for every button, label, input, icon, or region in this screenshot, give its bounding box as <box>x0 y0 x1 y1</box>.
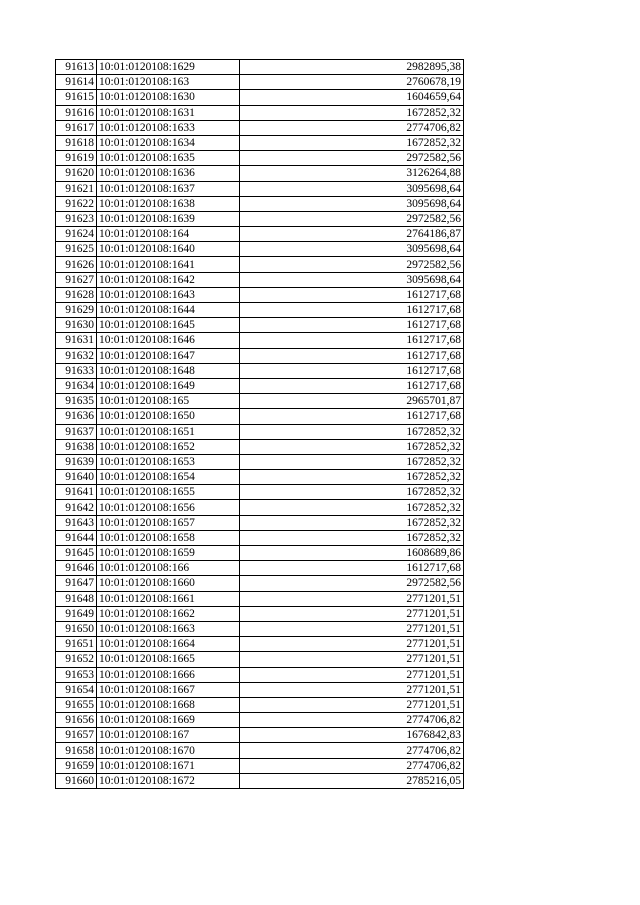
cadastral-number-cell: 10:01:0120108:164 <box>97 227 240 242</box>
row-id-cell: 91625 <box>56 242 97 257</box>
row-id-cell: 91622 <box>56 196 97 211</box>
table-row <box>56 333 464 348</box>
amount-cell: 1672852,32 <box>240 530 464 545</box>
amount-cell: 3095698,64 <box>240 181 464 196</box>
amount-cell: 1612717,68 <box>240 333 464 348</box>
cadastral-number-cell: 10:01:0120108:1664 <box>97 637 240 652</box>
table-row <box>56 576 464 591</box>
cadastral-number-cell: 10:01:0120108:165 <box>97 394 240 409</box>
table-row <box>56 591 464 606</box>
row-id-cell: 91640 <box>56 470 97 485</box>
cadastral-number-cell: 10:01:0120108:1631 <box>97 105 240 120</box>
amount-cell: 2764186,87 <box>240 227 464 242</box>
amount-cell: 1672852,32 <box>240 515 464 530</box>
table-row <box>56 530 464 545</box>
row-id-cell: 91623 <box>56 211 97 226</box>
table-row <box>56 135 464 150</box>
table-row <box>56 470 464 485</box>
amount-cell: 1608689,86 <box>240 546 464 561</box>
table-row <box>56 637 464 652</box>
row-id-cell: 91649 <box>56 606 97 621</box>
amount-cell: 1672852,32 <box>240 135 464 150</box>
row-id-cell: 91653 <box>56 667 97 682</box>
table-row <box>56 424 464 439</box>
row-id-cell: 91633 <box>56 363 97 378</box>
cadastral-number-cell: 10:01:0120108:1667 <box>97 682 240 697</box>
row-id-cell: 91658 <box>56 743 97 758</box>
cadastral-number-cell: 10:01:0120108:1656 <box>97 500 240 515</box>
amount-cell: 3095698,64 <box>240 242 464 257</box>
cadastral-number-cell: 10:01:0120108:1637 <box>97 181 240 196</box>
table-row <box>56 242 464 257</box>
amount-cell: 1672852,32 <box>240 500 464 515</box>
amount-cell: 2774706,82 <box>240 743 464 758</box>
cadastral-number-cell: 10:01:0120108:1668 <box>97 697 240 712</box>
amount-cell: 2771201,51 <box>240 591 464 606</box>
table-row <box>56 454 464 469</box>
table-row <box>56 227 464 242</box>
cadastral-number-cell: 10:01:0120108:1660 <box>97 576 240 591</box>
amount-cell: 1672852,32 <box>240 424 464 439</box>
amount-cell: 1604659,64 <box>240 90 464 105</box>
amount-cell: 2972582,56 <box>240 151 464 166</box>
row-id-cell: 91657 <box>56 728 97 743</box>
row-id-cell: 91660 <box>56 773 97 788</box>
amount-cell: 1672852,32 <box>240 470 464 485</box>
amount-cell: 1612717,68 <box>240 303 464 318</box>
row-id-cell: 91635 <box>56 394 97 409</box>
table-row <box>56 211 464 226</box>
row-id-cell: 91634 <box>56 378 97 393</box>
row-id-cell: 91619 <box>56 151 97 166</box>
cadastral-number-cell: 10:01:0120108:1643 <box>97 287 240 302</box>
table-body <box>56 60 464 789</box>
cadastral-number-cell: 10:01:0120108:1666 <box>97 667 240 682</box>
table-row <box>56 500 464 515</box>
table-row <box>56 394 464 409</box>
table-row <box>56 713 464 728</box>
table-row <box>56 561 464 576</box>
row-id-cell: 91639 <box>56 454 97 469</box>
cadastral-number-cell: 10:01:0120108:1647 <box>97 348 240 363</box>
cadastral-number-cell: 10:01:0120108:1657 <box>97 515 240 530</box>
amount-cell: 2771201,51 <box>240 606 464 621</box>
amount-cell: 1672852,32 <box>240 439 464 454</box>
table-row <box>56 272 464 287</box>
table-row <box>56 166 464 181</box>
cadastral-number-cell: 10:01:0120108:1649 <box>97 378 240 393</box>
table-row <box>56 303 464 318</box>
amount-cell: 3095698,64 <box>240 196 464 211</box>
cadastral-number-cell: 10:01:0120108:1633 <box>97 120 240 135</box>
row-id-cell: 91651 <box>56 637 97 652</box>
cadastral-number-cell: 10:01:0120108:1653 <box>97 454 240 469</box>
row-id-cell: 91646 <box>56 561 97 576</box>
cadastral-number-cell: 10:01:0120108:1662 <box>97 606 240 621</box>
row-id-cell: 91644 <box>56 530 97 545</box>
cadastral-number-cell: 10:01:0120108:1636 <box>97 166 240 181</box>
table-row <box>56 485 464 500</box>
cadastral-number-cell: 10:01:0120108:1635 <box>97 151 240 166</box>
cadastral-number-cell: 10:01:0120108:1652 <box>97 439 240 454</box>
table-row <box>56 439 464 454</box>
amount-cell: 2771201,51 <box>240 667 464 682</box>
row-id-cell: 91652 <box>56 652 97 667</box>
amount-cell: 2771201,51 <box>240 637 464 652</box>
table-row <box>56 515 464 530</box>
cadastral-number-cell: 10:01:0120108:1658 <box>97 530 240 545</box>
cadastral-number-cell: 10:01:0120108:1671 <box>97 758 240 773</box>
amount-cell: 2774706,82 <box>240 758 464 773</box>
table-row <box>56 758 464 773</box>
row-id-cell: 91659 <box>56 758 97 773</box>
amount-cell: 2771201,51 <box>240 697 464 712</box>
cadastral-number-cell: 10:01:0120108:163 <box>97 75 240 90</box>
cadastral-number-cell: 10:01:0120108:1634 <box>97 135 240 150</box>
row-id-cell: 91642 <box>56 500 97 515</box>
row-id-cell: 91638 <box>56 439 97 454</box>
table-row <box>56 652 464 667</box>
row-id-cell: 91641 <box>56 485 97 500</box>
cadastral-number-cell: 10:01:0120108:1659 <box>97 546 240 561</box>
row-id-cell: 91656 <box>56 713 97 728</box>
cadastral-number-cell: 10:01:0120108:1655 <box>97 485 240 500</box>
amount-cell: 3126264,88 <box>240 166 464 181</box>
cadastral-number-cell: 10:01:0120108:1650 <box>97 409 240 424</box>
table-row <box>56 546 464 561</box>
amount-cell: 2771201,51 <box>240 621 464 636</box>
cadastral-number-cell: 10:01:0120108:1638 <box>97 196 240 211</box>
row-id-cell: 91648 <box>56 591 97 606</box>
table-row <box>56 621 464 636</box>
amount-cell: 3095698,64 <box>240 272 464 287</box>
cadastral-number-cell: 10:01:0120108:1644 <box>97 303 240 318</box>
cadastral-number-cell: 10:01:0120108:1642 <box>97 272 240 287</box>
table-row <box>56 667 464 682</box>
row-id-cell: 91617 <box>56 120 97 135</box>
table-row <box>56 318 464 333</box>
table-row <box>56 120 464 135</box>
amount-cell: 1612717,68 <box>240 378 464 393</box>
amount-cell: 1612717,68 <box>240 409 464 424</box>
row-id-cell: 91632 <box>56 348 97 363</box>
cadastral-number-cell: 10:01:0120108:1672 <box>97 773 240 788</box>
table-row <box>56 697 464 712</box>
cadastral-number-cell: 10:01:0120108:1663 <box>97 621 240 636</box>
cadastral-number-cell: 10:01:0120108:1645 <box>97 318 240 333</box>
row-id-cell: 91630 <box>56 318 97 333</box>
table-row <box>56 181 464 196</box>
cadastral-number-cell: 10:01:0120108:1630 <box>97 90 240 105</box>
amount-cell: 2785216,05 <box>240 773 464 788</box>
cadastral-number-cell: 10:01:0120108:1639 <box>97 211 240 226</box>
cadastral-number-cell: 10:01:0120108:167 <box>97 728 240 743</box>
amount-cell: 2774706,82 <box>240 713 464 728</box>
table-row <box>56 378 464 393</box>
amount-cell: 2972582,56 <box>240 576 464 591</box>
cadastral-number-cell: 10:01:0120108:1654 <box>97 470 240 485</box>
table-row <box>56 60 464 75</box>
row-id-cell: 91620 <box>56 166 97 181</box>
row-id-cell: 91626 <box>56 257 97 272</box>
cadastral-number-cell: 10:01:0120108:1641 <box>97 257 240 272</box>
amount-cell: 2972582,56 <box>240 211 464 226</box>
row-id-cell: 91650 <box>56 621 97 636</box>
row-id-cell: 91643 <box>56 515 97 530</box>
row-id-cell: 91618 <box>56 135 97 150</box>
row-id-cell: 91615 <box>56 90 97 105</box>
table-row <box>56 90 464 105</box>
table-row <box>56 363 464 378</box>
amount-cell: 2774706,82 <box>240 120 464 135</box>
amount-cell: 1612717,68 <box>240 561 464 576</box>
row-id-cell: 91647 <box>56 576 97 591</box>
table-row <box>56 409 464 424</box>
table-row <box>56 151 464 166</box>
amount-cell: 2771201,51 <box>240 682 464 697</box>
amount-cell: 1672852,32 <box>240 454 464 469</box>
amount-cell: 2982895,38 <box>240 60 464 75</box>
row-id-cell: 91613 <box>56 60 97 75</box>
row-id-cell: 91655 <box>56 697 97 712</box>
cadastral-number-cell: 10:01:0120108:1648 <box>97 363 240 378</box>
cadastral-number-cell: 10:01:0120108:1665 <box>97 652 240 667</box>
amount-cell: 1672852,32 <box>240 105 464 120</box>
amount-cell: 1612717,68 <box>240 287 464 302</box>
row-id-cell: 91616 <box>56 105 97 120</box>
row-id-cell: 91624 <box>56 227 97 242</box>
row-id-cell: 91636 <box>56 409 97 424</box>
table-row <box>56 75 464 90</box>
amount-cell: 1612717,68 <box>240 348 464 363</box>
amount-cell: 2965701,87 <box>240 394 464 409</box>
row-id-cell: 91628 <box>56 287 97 302</box>
cadastral-number-cell: 10:01:0120108:1629 <box>97 60 240 75</box>
amount-cell: 1672852,32 <box>240 485 464 500</box>
table-row <box>56 348 464 363</box>
cadastral-number-cell: 10:01:0120108:1661 <box>97 591 240 606</box>
cadastral-number-cell: 10:01:0120108:1651 <box>97 424 240 439</box>
row-id-cell: 91614 <box>56 75 97 90</box>
row-id-cell: 91627 <box>56 272 97 287</box>
cadastral-number-cell: 10:01:0120108:1669 <box>97 713 240 728</box>
table-row <box>56 743 464 758</box>
table-row <box>56 287 464 302</box>
amount-cell: 1676842,83 <box>240 728 464 743</box>
amount-cell: 2760678,19 <box>240 75 464 90</box>
table-row <box>56 257 464 272</box>
row-id-cell: 91631 <box>56 333 97 348</box>
amount-cell: 1612717,68 <box>240 318 464 333</box>
table-row <box>56 196 464 211</box>
cadastral-number-cell: 10:01:0120108:1640 <box>97 242 240 257</box>
cadastral-number-cell: 10:01:0120108:1646 <box>97 333 240 348</box>
table-row <box>56 728 464 743</box>
row-id-cell: 91645 <box>56 546 97 561</box>
amount-cell: 2771201,51 <box>240 652 464 667</box>
row-id-cell: 91654 <box>56 682 97 697</box>
table-row <box>56 105 464 120</box>
row-id-cell: 91621 <box>56 181 97 196</box>
table-row <box>56 682 464 697</box>
cadastral-number-cell: 10:01:0120108:166 <box>97 561 240 576</box>
row-id-cell: 91637 <box>56 424 97 439</box>
cadastral-number-cell: 10:01:0120108:1670 <box>97 743 240 758</box>
data-table <box>55 59 464 789</box>
row-id-cell: 91629 <box>56 303 97 318</box>
amount-cell: 1612717,68 <box>240 363 464 378</box>
table-row <box>56 773 464 788</box>
table-row <box>56 606 464 621</box>
amount-cell: 2972582,56 <box>240 257 464 272</box>
